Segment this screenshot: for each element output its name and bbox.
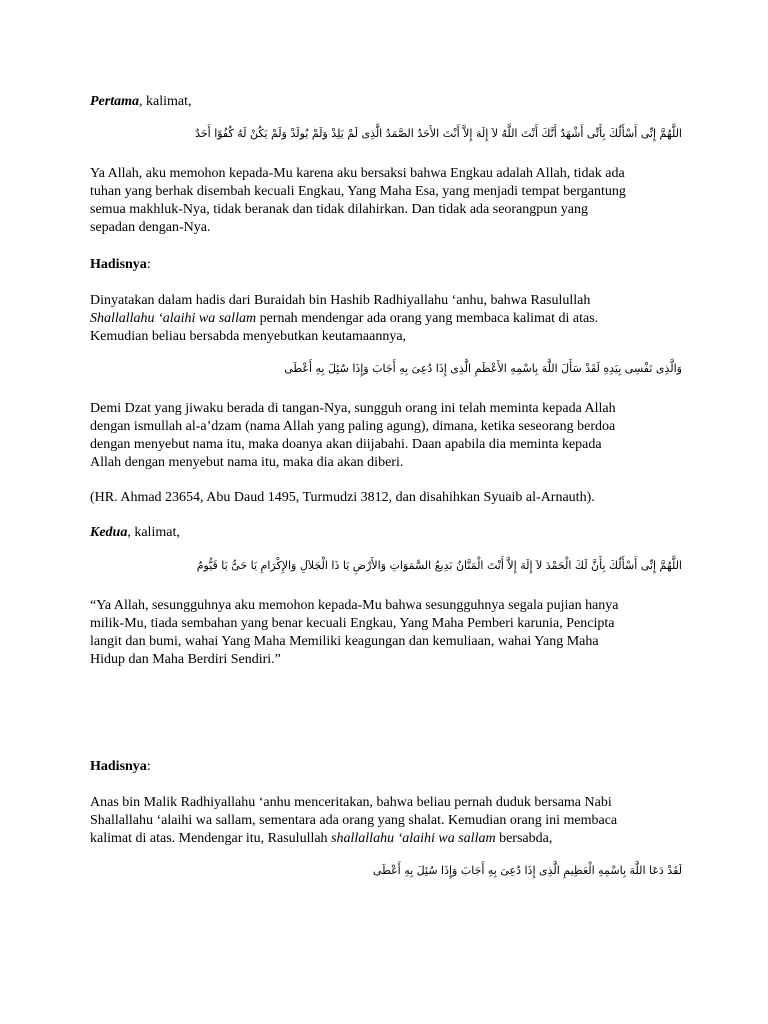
section-heading-kedua [90,524,680,542]
heading-rest: , kalimat, [127,525,180,540]
hadis-paragraph-2 [90,794,680,848]
hadis-paragraph-1 [90,292,680,346]
text-line [90,830,680,848]
text-line: Hidup dan Maha Berdiri Sendiri.” [90,652,281,667]
translation-paragraph-3 [90,597,680,669]
section-heading-hadisnya-2 [90,758,680,776]
text-line: langit dan bumi, wahai Yang Maha Memiliki keagungan dan kemuliaan, wahai Yang Maha [90,634,599,649]
text-line: Anas bin Malik Radhiyallahu ‘anhu menceritakan, bahwa beliau pernah duduk bersama Nabi [90,795,612,810]
text-line: tuhan yang berhak disembah kecuali Engkau, Yang Maha Esa, yang menjadi tempat bergantung [90,184,626,199]
arabic-text-4: لَقَدْ دَعَا اللَّهَ بِاسْمِهِ الْعَظِيمِ الَّذِى إِذَا دُعِىَ بِهِ أَجَابَ وَإِذَا سُئِلَ بِهِ أَعْطَى [372,864,682,877]
text-line [90,310,680,328]
text-run: kalimat di atas. Mendengar itu, Rasulullah [90,831,332,846]
text-run: pernah mendengar ada orang yang membaca kalimat di atas. [256,311,599,326]
arabic-text-1: اللَّهُمَّ إِنِّى أَسْأَلُكَ بِأَنِّى أَشْهَدُ أَنَّكَ أَنْتَ اللَّهُ لاَ إِلَهَ إِلاَّ أَنْتَ الأَحَدُ الصَّمَدُ الَّذِى لَمْ يَلِدْ وَلَمْ يُولَدْ وَلَمْ يَكُنْ لَهُ كُفُوًا أَحَدٌ [195,127,682,140]
heading-rest: : [146,257,151,272]
text-line: Allah dengan menyebut nama itu, maka dia akan diberi. [90,455,404,470]
heading-rest: , kalimat, [139,94,192,109]
translation-paragraph-2 [90,400,680,472]
arabic-text-3: اللَّهُمَّ إِنِّى أَسْأَلُكَ بِأَنَّ لَكَ الْحَمْدَ لاَ إِلَهَ إِلاَّ أَنْتَ الْمَنَّانُ بَدِيعُ السَّمَوَاتِ وَالأَرْضِ يَا ذَا الْجَلاَلِ وَالإِكْرَامِ يَا حَىُّ يَا قَيُّومُ [196,559,682,572]
text-run: bersabda, [495,831,553,846]
text-line: “Ya Allah, sesungguhnya aku memohon kepada-Mu bahwa sesungguhnya segala pujian hanya [90,598,619,613]
text-line: Kemudian beliau bersabda menyebutkan keutamaannya, [90,329,407,344]
honorific-italic: Shallallahu ‘alaihi wa sallam [90,311,257,326]
arabic-text-2: وَالَّذِى نَفْسِى بِيَدِهِ لَقَدْ سَأَلَ اللَّهَ بِاسْمِهِ الأَعْظَمِ الَّذِى إِذَا دُعِىَ بِهِ أَجَابَ وَإِذَا سُئِلَ بِهِ أَعْطَى [284,362,682,375]
text-line: dengan menyebut nama itu, maka doanya akan diijabahi. Daan apabila dia meminta kepada [90,437,602,452]
text-line: sepadan dengan-Nya. [90,220,211,235]
section-heading-hadisnya-1 [90,256,680,274]
translation-paragraph-1 [90,165,680,237]
hadis-reference: (HR. Ahmad 23654, Abu Daud 1495, Turmudzi 3812, dan disahihkan Syuaib al-Arnauth). [90,490,595,505]
heading-rest: : [146,759,151,774]
text-line: semua makhluk-Nya, tidak beranak dan tidak dilahirkan. Dan tidak ada seorangpun yang [90,202,589,217]
text-line: Dinyatakan dalam hadis dari Buraidah bin Hashib Radhiyallahu ‘anhu, bahwa Rasulullah [90,293,591,308]
text-line: milik-Mu, tiada sembahan yang benar kecuali Engkau, Yang Maha Pemberi karunia, Pencipta [90,616,615,631]
heading-label: Hadisnya [90,257,147,272]
heading-label: Pertama [90,94,139,109]
heading-label: Hadisnya [90,759,147,774]
text-line: dengan ismullah al-a’dzam (nama Allah yang paling agung), dimana, ketika seseorang berdoa [90,419,616,434]
text-line: Shallallahu ‘alaihi wa sallam, sementara ada orang yang shalat. Kemudian orang ini membaca [90,813,618,828]
text-line: Ya Allah, aku memohon kepada-Mu karena aku bersaksi bahwa Engkau adalah Allah, tidak ada [90,166,625,181]
section-heading-pertama [90,93,680,111]
document-page [90,0,680,1024]
text-line: Demi Dzat yang jiwaku berada di tangan-Nya, sungguh orang ini telah meminta kepada Allah [90,401,616,416]
honorific-italic: shallallahu ‘alaihi wa sallam [331,831,496,846]
heading-label: Kedua [90,525,128,540]
